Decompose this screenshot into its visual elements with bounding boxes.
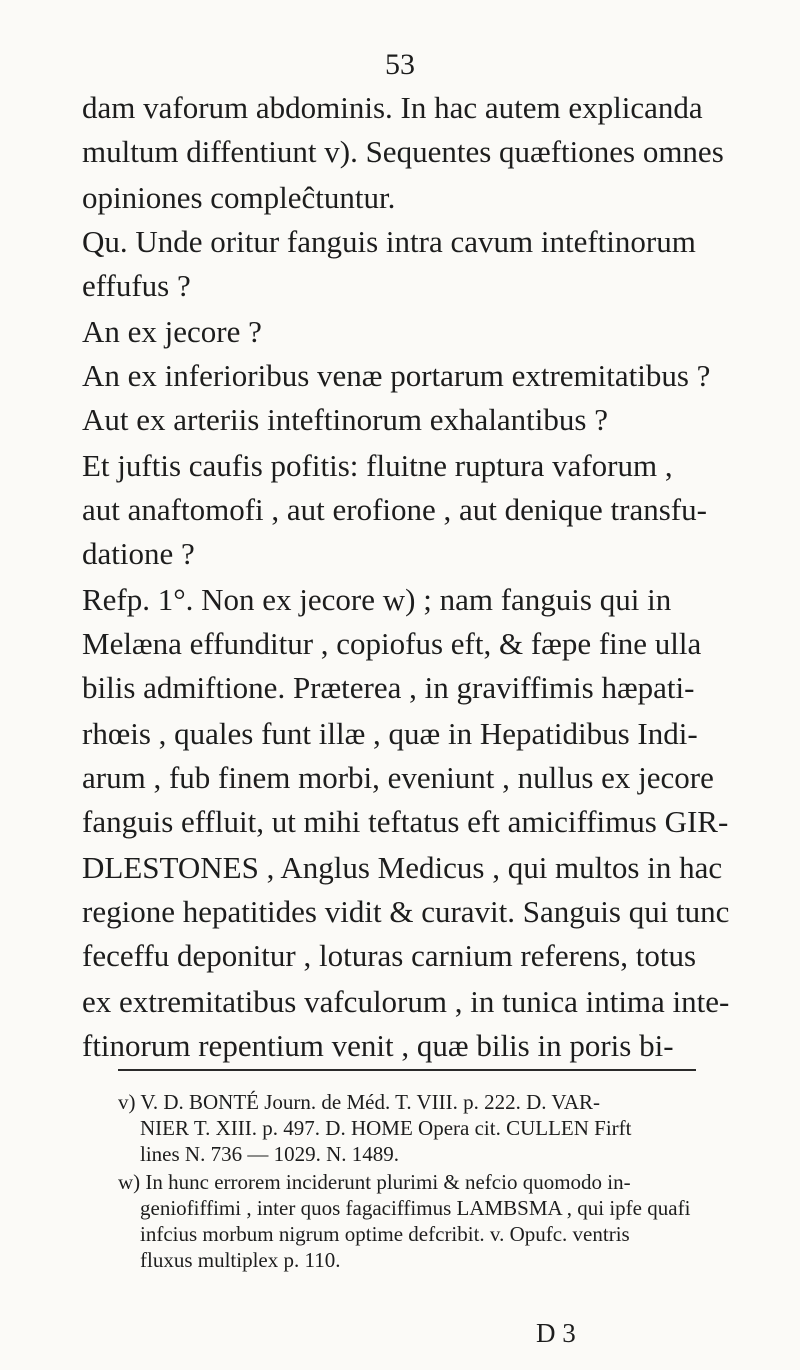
body-line: Et juftis caufis pofitis: fluitne ruptura vaforum , xyxy=(82,448,673,483)
body-line: dam vaforum abdominis. In hac autem explicanda xyxy=(82,90,703,125)
footnote-line: NIER T. XIII. p. 497. D. HOME Opera cit. CULLEN Firft xyxy=(140,1116,632,1140)
footnote-line: infcius morbum nigrum optime defcribit. v. Opufc. ventris xyxy=(140,1222,630,1246)
body-line: arum , fub finem morbi, eveniunt , nullus ex jecore xyxy=(82,760,714,795)
body-line: effufus ? xyxy=(82,268,191,303)
footnote-line: fluxus multiplex p. 110. xyxy=(140,1248,341,1272)
body-line: Refp. 1°. Non ex jecore w) ; nam fanguis qui in xyxy=(82,582,672,617)
body-line: fanguis effluit, ut mihi teftatus eft amiciffimus GIR- xyxy=(82,804,729,839)
body-line: datione ? xyxy=(82,536,195,571)
signature-mark: D 3 xyxy=(536,1318,576,1348)
body-line: Qu. Unde oritur fanguis intra cavum inteftinorum xyxy=(82,224,696,259)
body-line: aut anaftomofi , aut erofione , aut denique transfu- xyxy=(82,492,707,527)
body-line: ex extremitatibus vafculorum , in tunica intima inte- xyxy=(82,984,730,1019)
footnote-line: w) In hunc errorem inciderunt plurimi & nefcio quomodo in- xyxy=(118,1170,631,1194)
body-line: opiniones compleĉtuntur. xyxy=(82,180,396,215)
body-line: feceffu deponitur , loturas carnium referens, totus xyxy=(82,938,697,973)
body-line: Melæna effunditur , copiofus eft, & fæpe fine ulla xyxy=(82,626,702,661)
page-number: 53 xyxy=(385,48,415,81)
body-line: An ex inferioribus venæ portarum extremitatibus ? xyxy=(82,358,711,393)
footnote-line: geniofiffimi , inter quos fagaciffimus LAMBSMA , qui ipfe quafi xyxy=(140,1196,691,1220)
body-line: regione hepatitides vidit & curavit. Sanguis qui tunc xyxy=(82,894,730,929)
footnote-divider xyxy=(118,1069,696,1071)
body-line: DLESTONES , Anglus Medicus , qui multos in hac xyxy=(82,850,723,885)
body-line: bilis admiftione. Præterea , in graviffimis hæpati- xyxy=(82,670,695,705)
body-line: multum diffentiunt v). Sequentes quæftiones omnes xyxy=(82,134,724,169)
body-line: An ex jecore ? xyxy=(82,314,262,349)
body-line: Aut ex arteriis inteftinorum exhalantibus ? xyxy=(82,402,608,437)
body-line: rhœis , quales funt illæ , quæ in Hepatidibus Indi- xyxy=(82,716,698,751)
body-line: ftinorum repentium venit , quæ bilis in poris bi- xyxy=(82,1028,674,1063)
footnote-line: lines N. 736 — 1029. N. 1489. xyxy=(140,1142,399,1166)
footnote-line: v) V. D. BONTÉ Journ. de Méd. T. VIII. p. 222. D. VAR- xyxy=(118,1090,601,1114)
